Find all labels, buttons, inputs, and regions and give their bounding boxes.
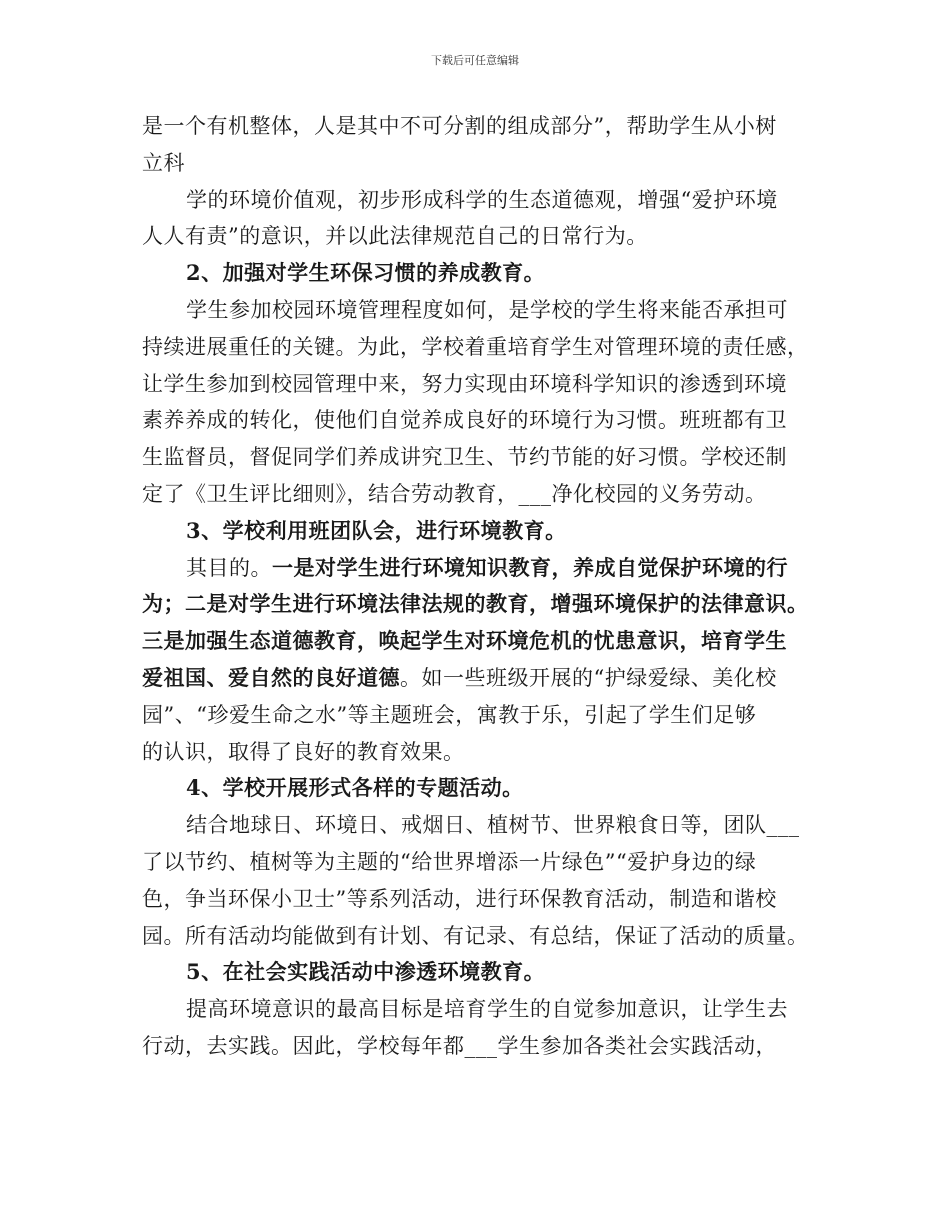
text-line: 园”、“珍爱生命之水”等主题班会，寓教于乐，引起了学生们足够 (142, 702, 757, 727)
text-line (142, 550, 812, 587)
section-heading-line: 3、学校利用班团队会，进行环境教育。 (186, 517, 567, 543)
text-line: 生监督员，督促同学们养成讲究卫生、节约节能的好习惯。学校还制 (142, 445, 787, 470)
text-line (142, 660, 812, 697)
text-line: 园。所有活动均能做到有计划、有记录、有总结，保证了活动的质量。 (142, 923, 809, 948)
text-segment: 其目的。 (186, 555, 272, 580)
text-line: 色，争当环保小卫士”等系列活动，进行环保教育活动，制造和谐校 (142, 886, 777, 911)
text-segment: 一是对学生进行环境知识教育，养成自觉保护环境的行 (272, 554, 788, 580)
text-line: 行动，去实践。因此，学校每年都___学生参加各类社会实践活动， (142, 1033, 777, 1058)
page-header: 下载后可任意编辑 (431, 54, 519, 67)
text-line: 让学生参加到校园管理中来，努力实现由环境科学知识的渗透到环境 (142, 371, 787, 396)
text-line: 提高环境意识的最高目标是培育学生的自觉参加意识，让学生去 (186, 997, 788, 1022)
document-body (142, 108, 812, 1065)
text-segment: 爱祖国、爱自然的良好道德 (142, 664, 400, 690)
text-line: 学的环境价值观，初步形成科学的生态道德观，增强“爱护环境 (186, 187, 778, 212)
text-line: 是一个有机整体，人是其中不可分割的组成部分”，帮助学生从小树 (142, 114, 777, 138)
text-line: 的认识，取得了良好的教育效果。 (142, 739, 465, 764)
text-line: 持续进展重任的关键。为此，学校着重培育学生对管理环境的责任感， (142, 334, 809, 359)
text-line: 素养养成的转化，使他们自觉养成良好的环境行为习惯。班班都有卫 (142, 408, 787, 433)
section-heading-line: 5、在社会实践活动中渗透环境教育。 (186, 959, 546, 985)
section-heading-line: 三是加强生态道德教育，唤起学生对环境危机的忧患意识，培育学生 (142, 628, 787, 654)
text-line: 学生参加校园环境管理程度如何，是学校的学生将来能否承担可 (186, 297, 788, 322)
section-heading-line: 4、学校开展形式各样的专题活动。 (186, 775, 524, 801)
section-heading-line: 2、加强对学生环保习惯的养成教育。 (186, 260, 546, 286)
text-line: 定了《卫生评比细则》，结合劳动教育，___净化校园的义务劳动。 (142, 481, 767, 506)
text-line: 了以节约、植树等为主题的“给世界增添一片绿色”“爱护身边的绿 (142, 849, 757, 874)
text-line: 结合地球日、环境日、戒烟日、植树节、世界粮食日等，团队___ (186, 813, 800, 838)
text-line: 立科 (142, 150, 185, 175)
text-segment: 。如一些班级开展的“护绿爱绿、美化校 (400, 665, 777, 690)
section-heading-line: 为；二是对学生进行环境法律法规的教育，增强环境保护的法律意识。 (142, 591, 809, 617)
text-line: 人人有责”的意识，并以此法律规范自己的日常行为。 (142, 224, 648, 249)
